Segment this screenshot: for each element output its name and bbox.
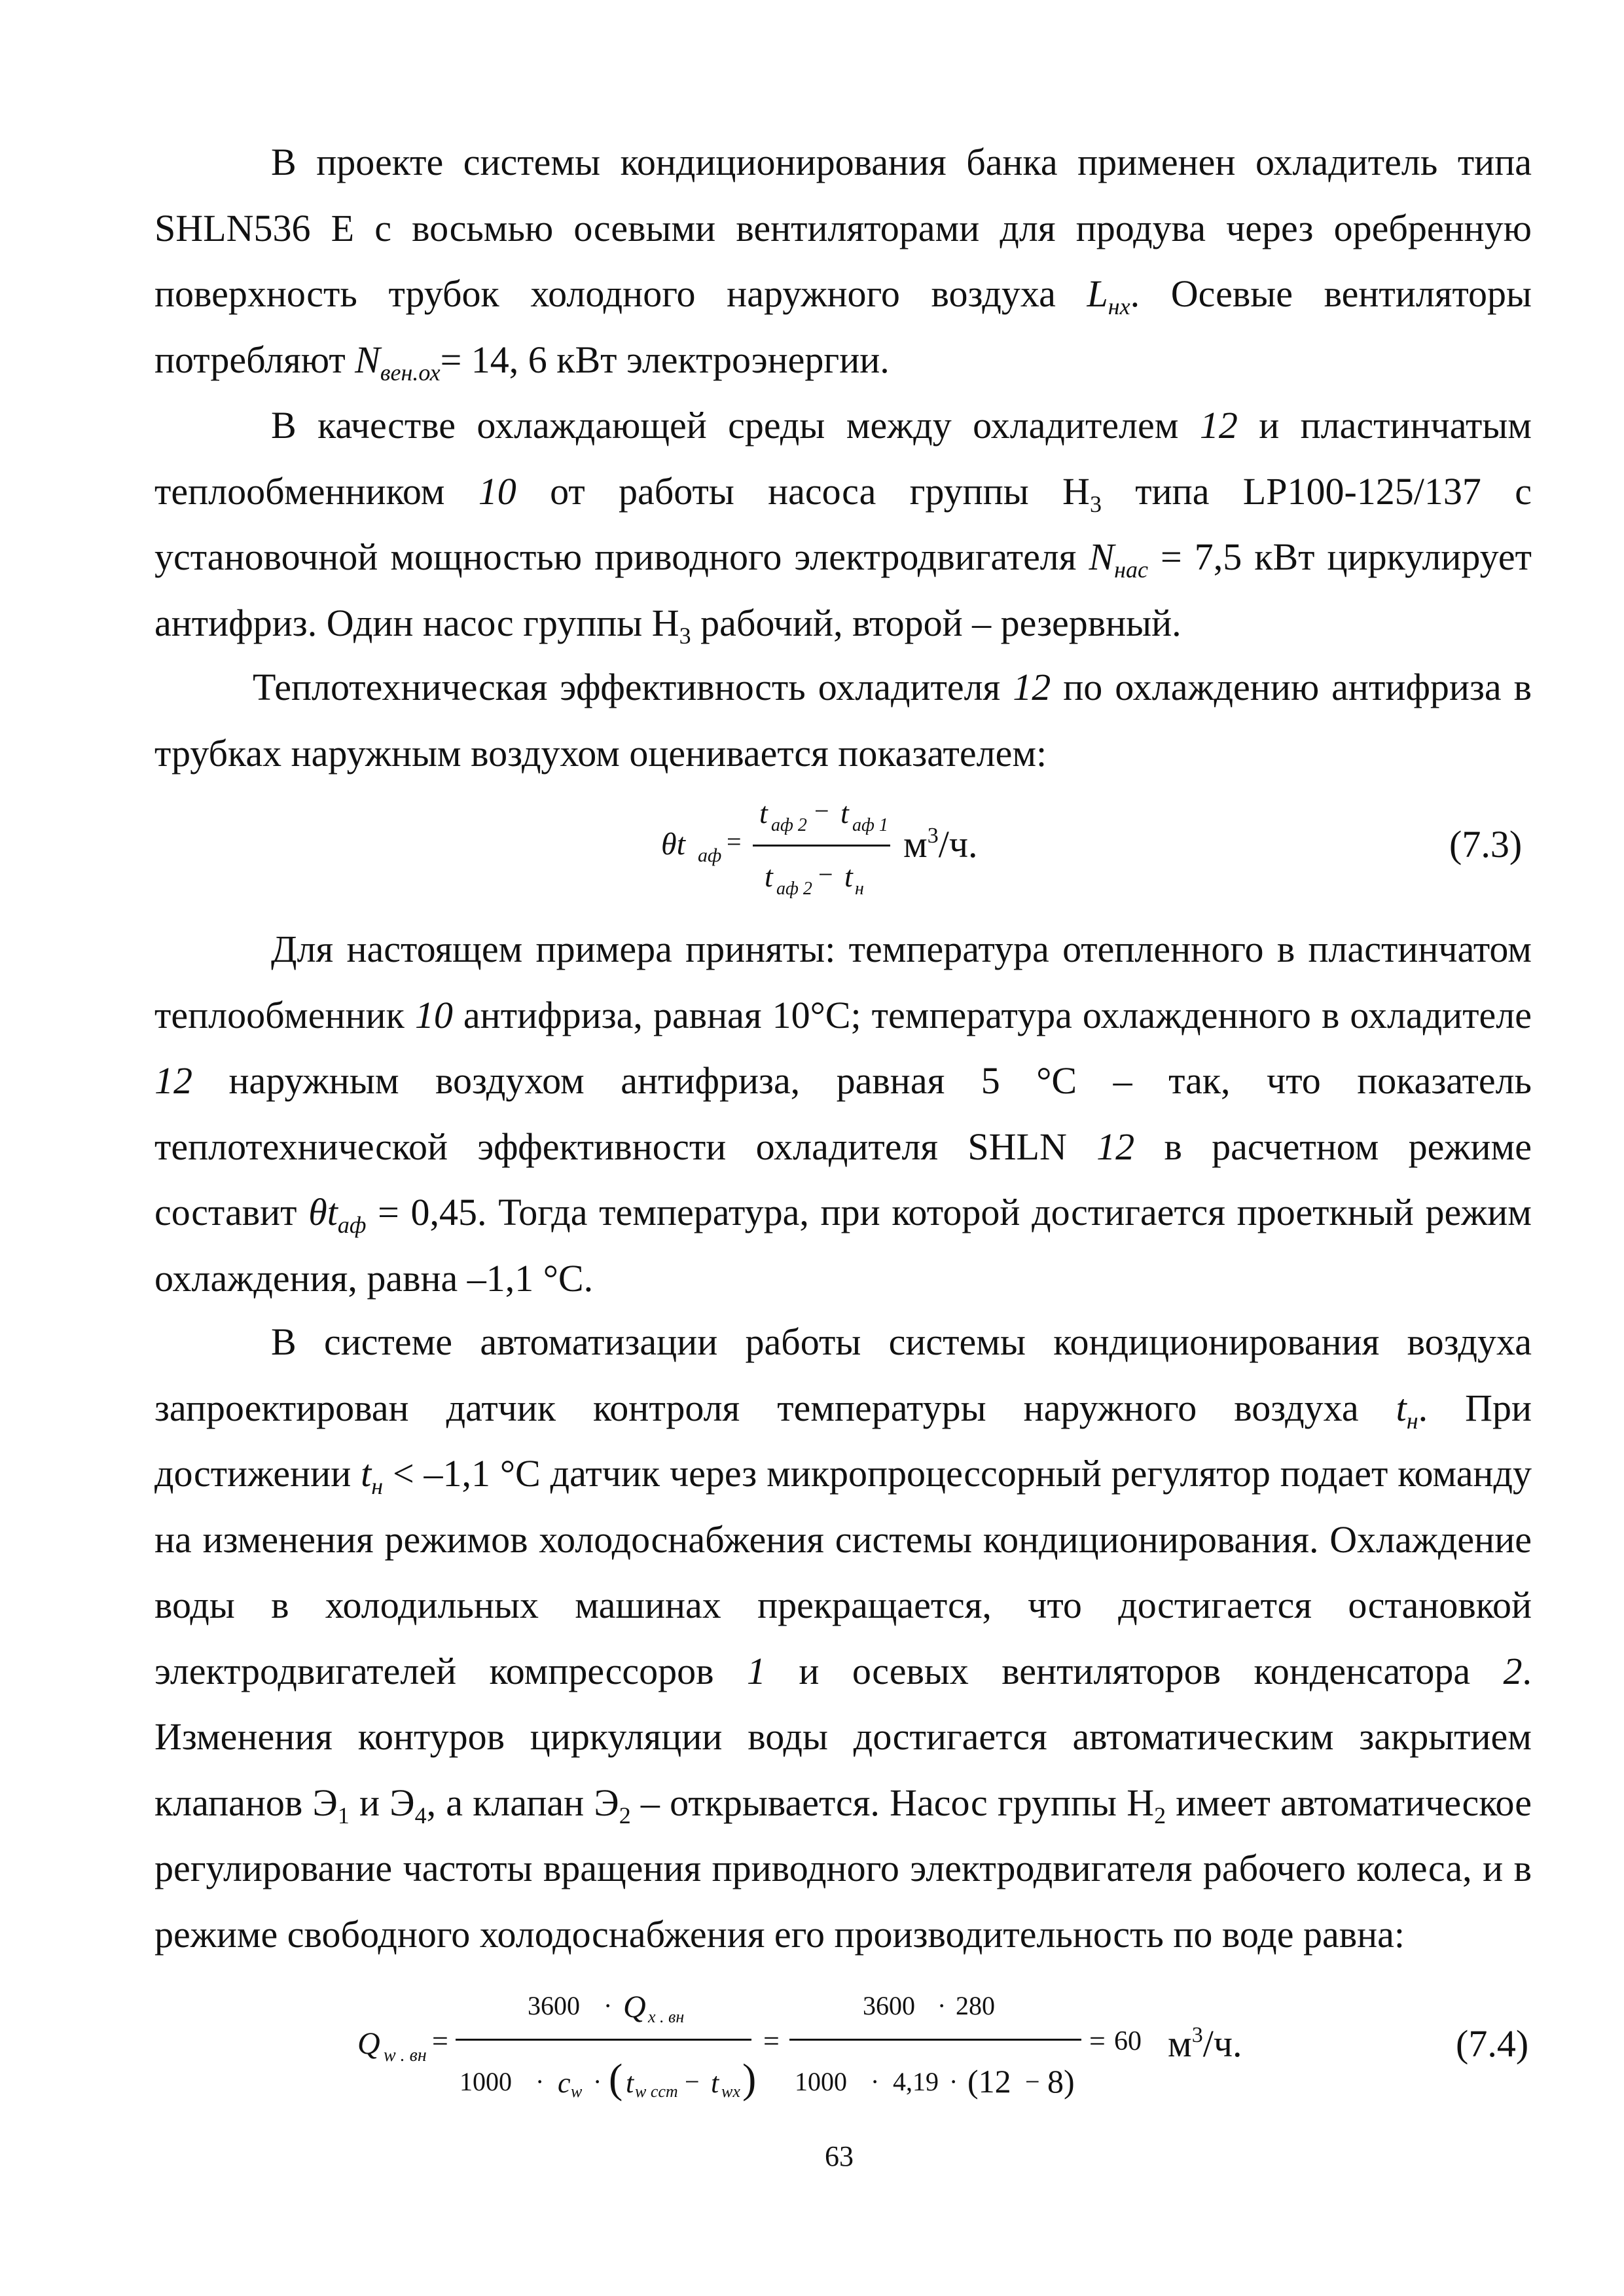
eq74-fraction-line-1 bbox=[456, 2039, 751, 2041]
paragraph-1: В проекте системы кондиционирования банка применен охладитель типа SHLN536 E с восьмью осевыми вентиляторами для продува через оребренную поверхность трубок холодного наружного воздуха $L_{нх}$. Осевые вентиляторы потребляют $N_{вен.ох}= 14$, 6 кВт электроэнергии. bbox=[154, 141, 1532, 386]
eq73-lhs: θt bbox=[661, 827, 685, 862]
eq74-result: 60 bbox=[1114, 2026, 1142, 2056]
paragraph-4: Для настоящем примера приняты: температура отепленного в пластинчатом теплообменник 10 антифриза, равная 10°С; температура охлажденного в охладителе 12 наружным воздухом антифриза, равная 5 °С – так, что показатель теплотехнической эффективности охладителя SHLN 12 в расчетном режиме составит $\theta t_{аф} = 0,45$. Тогда температура, при которой достигается проеткный режим охлаждения, равна –1,1 °С. bbox=[154, 928, 1532, 1300]
eq73-label: (7.3) bbox=[1449, 823, 1523, 866]
paragraph-5: В системе автоматизации работы системы кондиционирования воздуха запроектирован датчик контроля температуры наружного воздуха $t_н$. При достижении $t_н < -1,1$ °С датчик через микропроцессорный регулятор подает команду на изменения режимов холодоснабжения системы кондиционирования. Охлаждение воды в холодильных машинах прекращается, что достигается остановкой электродвигателей компрессоров 1 и осевых вентиляторов конденсатора 2. Изменения контуров циркуляции воды достигается автоматическим закрытием клапанов $Э_1$ и $Э_4$, а клапан $Э_2$ – открывается. Насос группы $Н_2$ имеет автоматическое регулирование частоты вращения приводного электродвигателя рабочего колеса, и в режиме свободного холодоснабжения его производительность по воде равна: bbox=[154, 1321, 1532, 1956]
page-number: 63 bbox=[825, 2140, 854, 2172]
eq73-unit: $м^3/ч$. bbox=[903, 823, 978, 866]
eq74-lhs: Q bbox=[357, 2026, 380, 2061]
eq73-equals: = bbox=[727, 827, 742, 856]
eq74-label: (7.4) bbox=[1456, 2022, 1529, 2065]
document-page: В проекте системы кондиционирования банка применен охладитель типа SHLN536 E с восьмью осевыми вентиляторами для продува через оребренную поверхность трубок холодного наружного воздуха $L_{нх}$. Осевые вентиляторы потребляют $N_{вен.ох}= 14$, 6 кВт электроэнергии. В качестве охлаждающей среды между охладителем 12 и пластинчатым теплообменником 10 от работы насоса группы $Н_3$ типа LP100-125/137 с установочной мощностью приводного электродвигателя $N_{нас} = 7,5$ кВт циркулирует антифриз. Один насос группы $Н_3$ рабочий, второй – резервный. Теплотехническая эффективность охладителя 12 по охлаждению антифриза в трубках наружным воздухом оценивается показателем: θt аф = t аф 2 − t аф 1 t аф 2 − t н $м^3/ч$. (7.3) Для настоящем примера приняты: температура отепленного в пластинчатом теплообменник 10 антифриза, равная 10°С; температура охлажденного в охладителе 12 наружным воздухом антифриза, равная 5 °С – так, что показатель теплотехнической эффективности охладителя SHLN 12 в расчетном режиме составит $\theta t_{аф} = 0,45$. Тогда температура, при которой достигается проеткный режим охлаждения, равна –1,1 °С. В системе автоматизации работы системы кондиционирования воздуха запроектирован датчик контроля температуры наружного воздуха $t_н$. При достижении $t_н < -1,1$ °С датчик через микропроцессорный регулятор подает команду на изменения режимов холодоснабжения системы кондиционирования. Охлаждение воды в холодильных машинах прекращается, что достигается остановкой электродвигателей компрессоров 1 и осевых вентиляторов конденсатора 2. Изменения контуров циркуляции воды достигается автоматическим закрытием клапанов $Э_1$ и $Э_4$, а клапан $Э_2$ – открывается. Насос группы $Н_2$ имеет автоматическое регулирование частоты вращения приводного электродвигателя рабочего колеса, и в режиме свободного холодоснабжения его производительность по воде равна: Q w . вн = 3600 · Q х . вн 1000 · c w · ( t w сст − t wx ) = 3600 · 280 1000 · 4,19 · (12 − 8) = 60 $м^3/ч$. (7.4) 63 bbox=[0, 0, 1624, 2296]
eq73-lhs-sub: аф bbox=[698, 845, 722, 866]
eq74-unit: $м^3/ч$. bbox=[1168, 2022, 1242, 2065]
eq73-fraction-line bbox=[753, 845, 890, 847]
eq74-fraction-line-2 bbox=[789, 2039, 1081, 2041]
paragraph-2: В качестве охлаждающей среды между охладителем 12 и пластинчатым теплообменником 10 от работы насоса группы $Н_3$ типа LP100-125/137 с установочной мощностью приводного электродвигателя $N_{нас} = 7,5$ кВт циркулирует антифриз. Один насос группы $Н_3$ рабочий, второй – резервный. bbox=[154, 404, 1532, 649]
paragraph-3: Теплотехническая эффективность охладителя 12 по охлаждению антифриза в трубках наружным воздухом оценивается показателем: bbox=[154, 666, 1532, 774]
